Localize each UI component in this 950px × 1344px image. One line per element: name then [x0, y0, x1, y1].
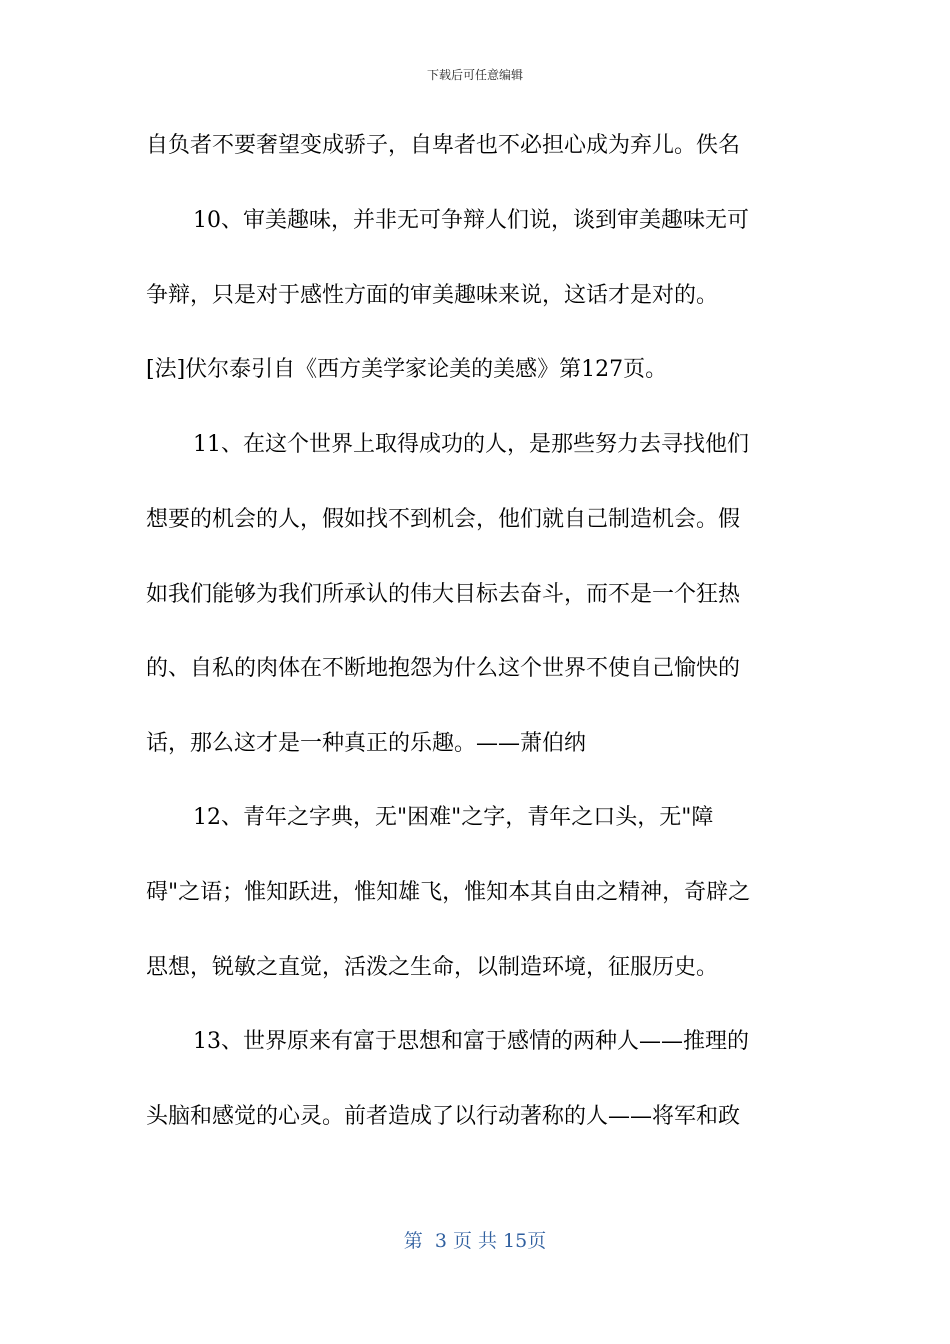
- text-line: 10、审美趣味，并非无可争辩人们说，谈到审美趣味无可: [193, 208, 749, 233]
- text-line: 如我们能够为我们所承认的伟大目标去奋斗，而不是一个狂热: [146, 582, 741, 607]
- page-number-footer: 第 3 页 共 15页: [403, 1230, 547, 1252]
- text-line: [法]伏尔泰引自《西方美学家论美的美感》第127页。: [146, 357, 668, 382]
- text-line: 自负者不要奢望变成骄子，自卑者也不必担心成为弃儿。佚名: [146, 133, 741, 158]
- text-line: 12、青年之字典，无"困难"之字，青年之口头，无"障: [193, 805, 714, 830]
- text-line: 争辩，只是对于感性方面的审美趣味来说，这话才是对的。: [146, 283, 719, 308]
- text-line: 的、自私的肉体在不断地抱怨为什么这个世界不使自己愉快的: [146, 656, 741, 681]
- text-line: 思想，锐敏之直觉，活泼之生命，以制造环境，征服历史。: [146, 955, 719, 980]
- text-line: 13、世界原来有富于思想和富于感情的两种人——推理的: [193, 1029, 749, 1054]
- text-line: 头脑和感觉的心灵。前者造成了以行动著称的人——将军和政: [146, 1104, 741, 1129]
- text-line: 碍"之语；惟知跃进，惟知雄飞，惟知本其自由之精神，奇辟之: [146, 880, 751, 905]
- header-note: 下载后可任意编辑: [426, 68, 523, 82]
- text-line: 话，那么这才是一种真正的乐趣。——萧伯纳: [146, 731, 587, 756]
- text-line: 11、在这个世界上取得成功的人，是那些努力去寻找他们: [193, 432, 749, 457]
- text-line: 想要的机会的人，假如找不到机会，他们就自己制造机会。假: [146, 507, 741, 532]
